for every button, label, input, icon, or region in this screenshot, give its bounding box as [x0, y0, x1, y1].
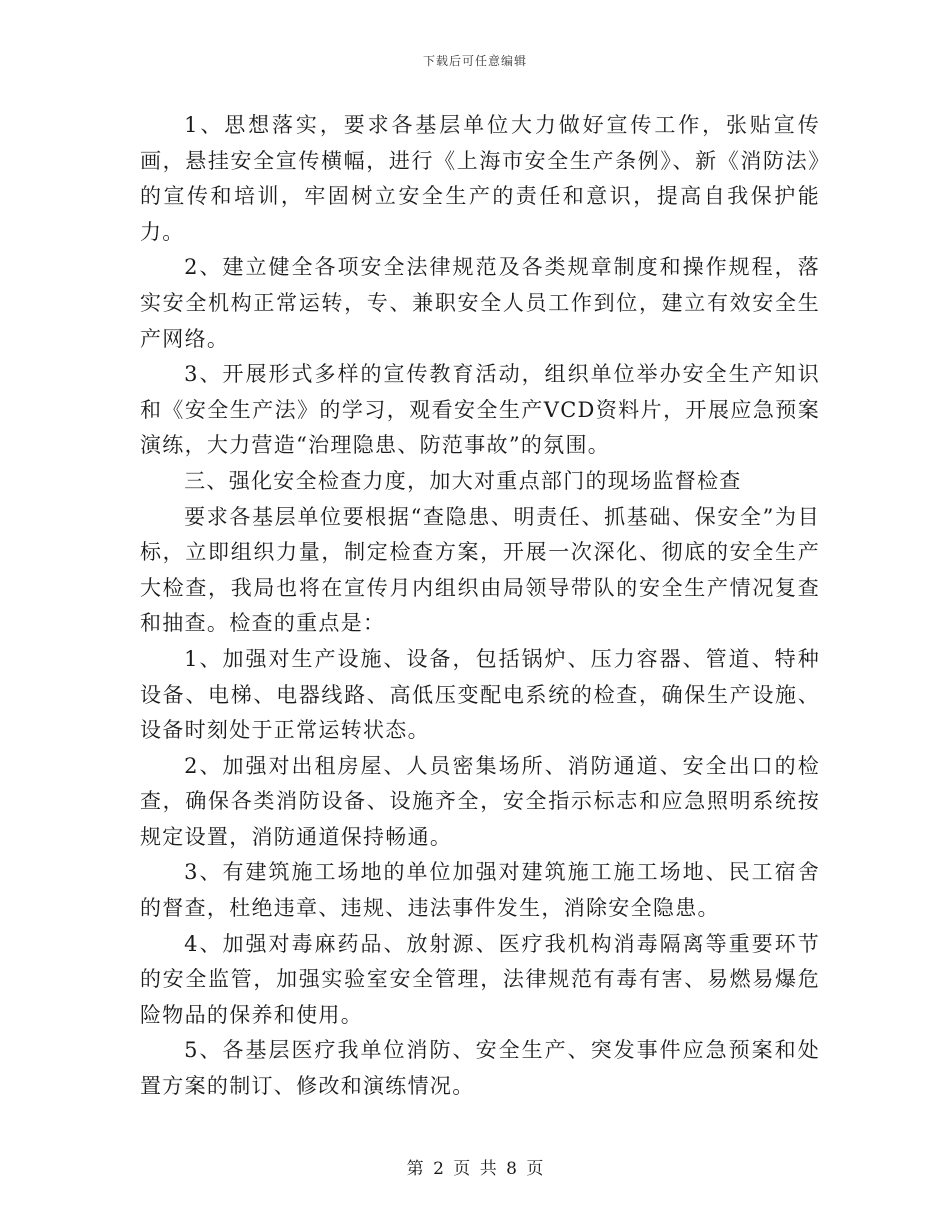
document-body [140, 108, 820, 1105]
section-heading: 三、强化安全检查力度，加大对重点部门的现场监督检查 [184, 468, 742, 493]
check-item-4: 4、加强对毒麻药品、放射源、医疗我机构消毒隔离等重要环节的安全监管，加强实验室安全管理，法律规范有毒有害、易燃易爆危险物品的保养和使用。 [140, 931, 820, 1027]
paragraph-1: 1、思想落实，要求各基层单位大力做好宣传工作，张贴宣传画，悬挂安全宣传横幅，进行《上海市安全生产条例》、新《消防法》的宣传和培训，牢固树立安全生产的责任和意识，提高自我保护能力。 [140, 113, 820, 244]
check-item-1: 1、加强对生产设施、设备，包括锅炉、压力容器、管道、特种设备、电梯、电器线路、高低压变配电系统的检查，确保生产设施、设备时刻处于正常运转状态。 [140, 646, 820, 743]
page-header: 下载后可任意编辑 [422, 54, 527, 68]
check-item-5: 5、各基层医疗我单位消防、安全生产、突发事件应急预案和处置方案的制订、修改和演练情况。 [140, 1038, 820, 1099]
paragraph-2: 2、建立健全各项安全法律规范及各类规章制度和操作规程，落实安全机构正常运转，专、兼职安全人员工作到位，建立有效安全生产网络。 [140, 255, 820, 351]
paragraph-intro: 要求各基层单位要根据“查隐患、明责任、抓基础、保安全”为目标，立即组织力量，制定检查方案，开展一次深化、彻底的安全生产大检查，我局也将在宣传月内组织由局领导带队的安全生产情况复查和抽查。检查的重点是： [140, 504, 820, 636]
page-number: 第 2 页 共 8 页 [406, 1159, 544, 1179]
check-item-2: 2、加强对出租房屋、人员密集场所、消防通道、安全出口的检查，确保各类消防设备、设施齐全，安全指示标志和应急照明系统按规定设置，消防通道保持畅通。 [140, 753, 820, 849]
check-item-3: 3、有建筑施工场地的单位加强对建筑施工施工场地、民工宿舍的督查，杜绝违章、违规、违法事件发生，消除安全隐患。 [140, 860, 820, 921]
paragraph-3: 3、开展形式多样的宣传教育活动，组织单位举办安全生产知识和《安全生产法》的学习，观看安全生产VCD资料片，开展应急预案演练，大力营造“治理隐患、防范事故”的氛围。 [140, 362, 820, 458]
